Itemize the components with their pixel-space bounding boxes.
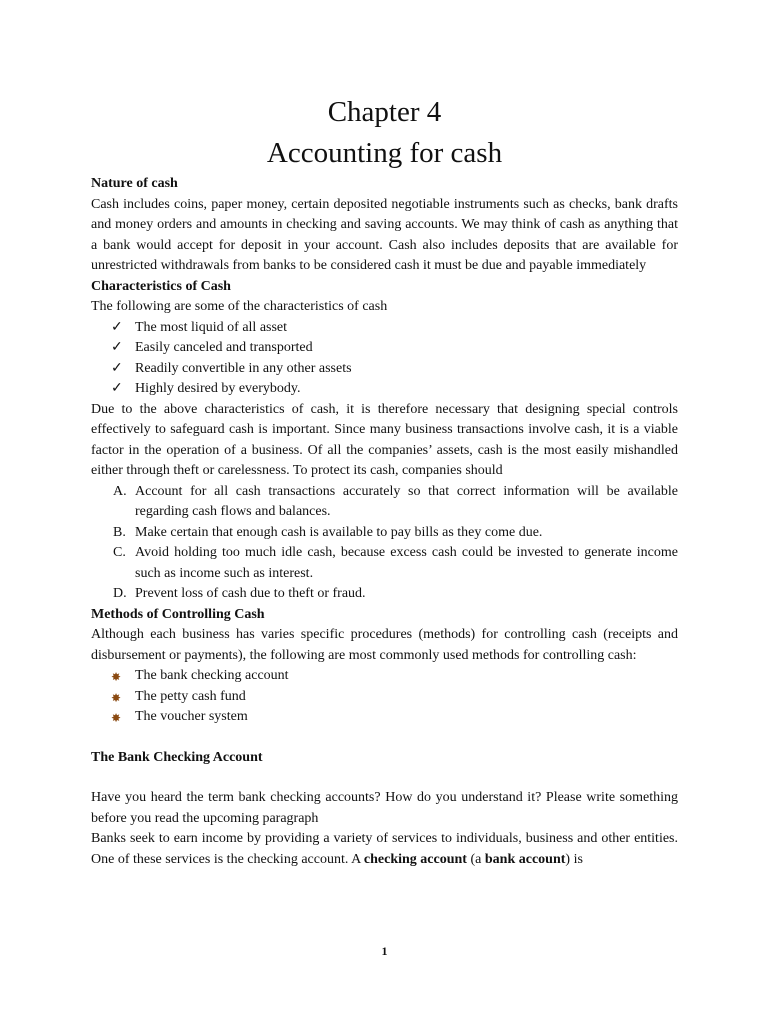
list-letter: C.	[113, 545, 126, 560]
paragraph-nature-of-cash: Cash includes coins, paper money, certain deposited negotiable instruments such as checks, bank drafts and money orders and amounts in checking and saving accounts. We may think of cash as anything that a bank would accept for deposit in your account. Cash also includes deposits that are available for unrestricted withdrawals from banks to be considered cash it must be due and payable immediately	[91, 196, 678, 273]
list-item: ✸ The bank checking account	[91, 666, 678, 687]
list-item: ✸ The voucher system	[91, 707, 678, 728]
paragraph-bank-question: Have you heard the term bank checking accounts? How do you understand it? Please write something before you read the upcoming paragraph	[91, 790, 678, 826]
paragraph-control-cash: Due to the above characteristics of cash, it is therefore necessary that designing special controls effectively to safeguard cash is important. Since many business transactions involve cash, it is a viable factor in the operation of a business. Of all the companies’ assets, cash is the most easily mishandled either through theft or carelessness. To protect its cash, companies should	[91, 401, 678, 478]
list-letter: B.	[113, 524, 126, 540]
term-checking-account: checking account	[363, 851, 467, 867]
document-body	[91, 174, 678, 870]
page-number: 1	[381, 944, 388, 958]
list-item: ✓ Readily convertible in any other assets	[91, 359, 678, 380]
list-item: ✓ The most liquid of all asset	[91, 318, 678, 339]
control-objectives-list	[91, 482, 678, 605]
list-item: ✓ Easily canceled and transported	[91, 338, 678, 359]
paragraph-bank-services: Banks seek to earn income by providing a variety of services to individuals, business and other entities. One of these services is the checking account. A checking account (a bank account) is	[91, 831, 678, 867]
star-bullet-icon: ✸	[111, 690, 122, 705]
list-item: D. Prevent loss of cash due to theft or fraud.	[91, 584, 678, 605]
list-item: C. Avoid holding too much idle cash, because excess cash could be invested to generate income such as income such as interest.	[113, 545, 678, 581]
star-bullet-icon: ✸	[111, 670, 122, 684]
paragraph-methods: Although each business has varies specific procedures (methods) for controlling cash (receipts and disbursement or payments), the following are most commonly used methods for controlling cash:	[91, 627, 678, 663]
checkmark-icon: ✓	[111, 340, 123, 355]
heading-nature-of-cash: Nature of cash	[91, 176, 178, 191]
star-bullet-icon: ✸	[111, 711, 122, 725]
list-item: ✓ Highly desired by everybody.	[91, 379, 678, 400]
paragraph-characteristics-intro: The following are some of the characteristics of cash	[91, 299, 388, 314]
methods-list	[91, 666, 678, 728]
checkmark-icon: ✓	[111, 360, 123, 376]
chapter-title: Accounting for cash	[266, 137, 503, 169]
list-letter: A.	[113, 483, 127, 499]
list-item: ✸ The petty cash fund	[91, 687, 678, 708]
list-item: A. Account for all cash transactions accurately so that correct information will be available regarding cash flows and balances.	[113, 483, 678, 519]
term-bank-account: bank account	[484, 851, 566, 867]
checkmark-icon: ✓	[111, 319, 123, 335]
checkmark-icon: ✓	[111, 381, 123, 396]
heading-bank-checking-account: The Bank Checking Account	[91, 749, 263, 765]
characteristics-list	[91, 318, 678, 400]
list-letter: D.	[113, 586, 127, 601]
heading-methods: Methods of Controlling Cash	[91, 606, 265, 622]
chapter-number: Chapter 4	[327, 96, 442, 128]
heading-characteristics: Characteristics of Cash	[91, 278, 231, 294]
list-item: B. Make certain that enough cash is available to pay bills as they come due.	[91, 523, 678, 544]
